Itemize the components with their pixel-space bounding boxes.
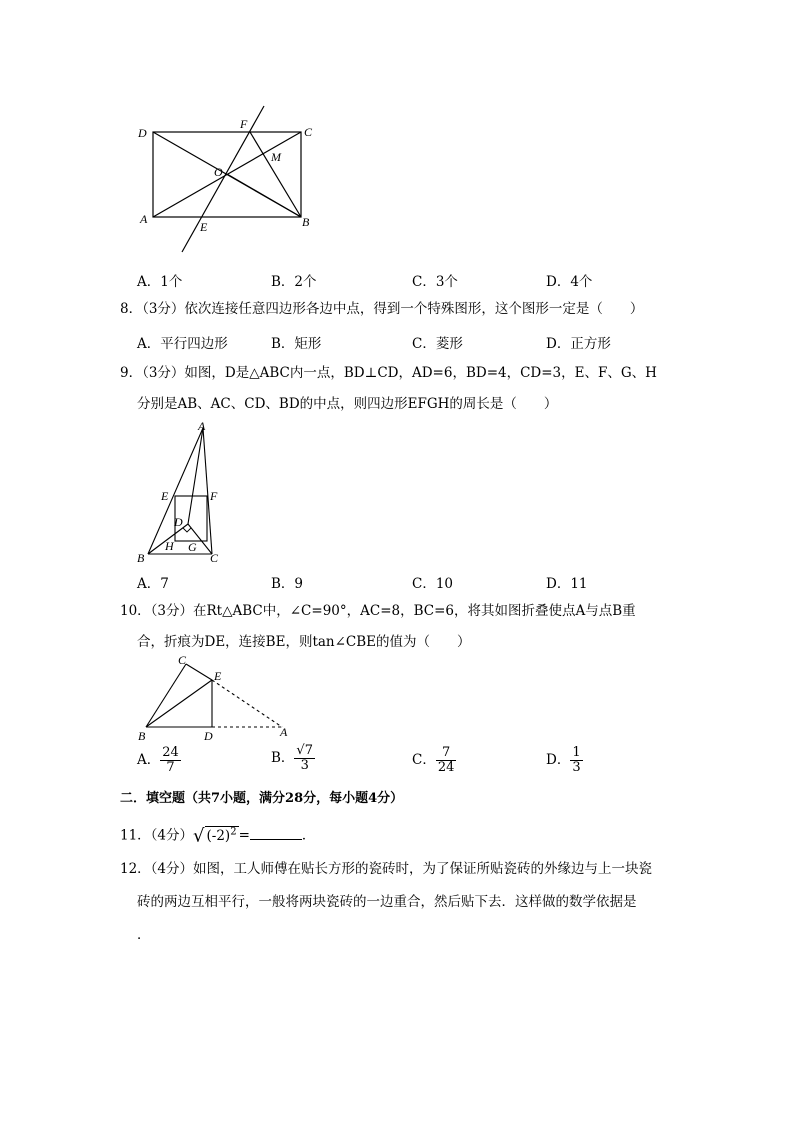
q9-option-c: C．10 [412, 576, 454, 592]
q11-stem: 11．（4分）√ $(-2)^2$ = ． [120, 825, 316, 847]
q9-option-d: D．11 [546, 576, 588, 592]
q9-stem-line2: 分别是AB、AC、CD、BD的中点，则四边形EFGH的周长是（ ） [137, 396, 558, 412]
q7-option-c: C．3个 [412, 274, 458, 290]
q9-option-b: B．9 [271, 576, 304, 592]
label-f: F [240, 117, 248, 131]
label-d: D [204, 729, 213, 743]
label-h: H [165, 539, 174, 553]
label-d: D [174, 515, 183, 529]
q9-stem-line1: 9．（3分）如图，D是△ABC内一点，BD⊥CD，AD=6，BD=4，CD=3，E、F、G、H [120, 365, 657, 381]
segment-ea-dashed [212, 680, 282, 727]
q10-stem-line2: 合，折痕为DE，连接BE，则tan∠CBE的值为（ ） [137, 634, 471, 650]
segment-ob [227, 174, 301, 217]
label-e: E [161, 489, 169, 503]
q8-option-a: A．平行四边形 [137, 336, 228, 352]
figure-q10-triangle [130, 652, 300, 744]
q8-option-c: C．菱形 [412, 336, 463, 352]
q7-option-b: B．2个 [271, 274, 317, 290]
segment-ad [188, 428, 203, 524]
q7-option-a: A．1个 [137, 274, 183, 290]
label-f: F [210, 489, 218, 503]
segment-be [146, 680, 212, 727]
q12-stem-line2: 砖的两边互相平行，一般将两块瓷砖的一边重合，然后贴下去．这样做的数学依据是 [137, 894, 637, 910]
label-o: O [214, 165, 223, 179]
section-fill-in-blank-heading: 二．填空题（共7小题，满分28分，每小题4分） [120, 791, 404, 806]
q10-option-b: B． $\frac{√7}{3}$ [271, 743, 313, 773]
label-e: E [200, 220, 208, 234]
sqrt-sign: √ [193, 825, 205, 847]
label-b: B [137, 551, 145, 565]
label-c: C [304, 125, 313, 139]
q8-stem: 8．（3分）依次连接任意四边形各边中点，得到一个特殊图形，这个图形一定是（ ） [120, 301, 644, 317]
line-ef [182, 106, 264, 252]
label-c: C [178, 653, 187, 667]
q10-option-c: C． $\frac{7}{24}$ [412, 745, 455, 775]
segment-ce [186, 664, 212, 680]
label-a: A [280, 725, 288, 739]
label-a: A [140, 212, 148, 226]
label-d: D [138, 126, 147, 140]
label-g: G [188, 540, 197, 554]
q8-option-d: D．正方形 [546, 336, 611, 352]
q10-stem-line1: 10．（3分）在Rt△ABC中，∠C=90°，AC=8，BC=6，将其如图折叠使点A与点B重 [120, 603, 636, 619]
q10-option-d: D． $\frac{1}{3}$ [546, 745, 581, 775]
label-m: M [271, 150, 281, 164]
q8-option-b: B．矩形 [271, 336, 322, 352]
label-b: B [302, 215, 310, 229]
label-a: A [198, 419, 206, 433]
figure-q7-rectangle [120, 100, 350, 260]
q7-option-d: D．4个 [546, 274, 593, 290]
segment-fb [250, 132, 301, 217]
label-e: E [214, 669, 222, 683]
segment-bc [146, 664, 186, 727]
q12-stem-line3: ． [137, 927, 151, 943]
answer-blank [250, 827, 302, 840]
q9-option-a: A．7 [137, 576, 169, 592]
label-b: B [138, 729, 146, 743]
q12-stem-line1: 12．（4分）如图，工人师傅在贴长方形的瓷砖时，为了保证所贴瓷砖的外缘边与上一块瓷 [120, 861, 653, 877]
q10-option-a: A． $\frac{24}{7}$ [137, 745, 179, 775]
figure-q9-triangle [130, 418, 230, 568]
label-c: C [210, 551, 219, 565]
